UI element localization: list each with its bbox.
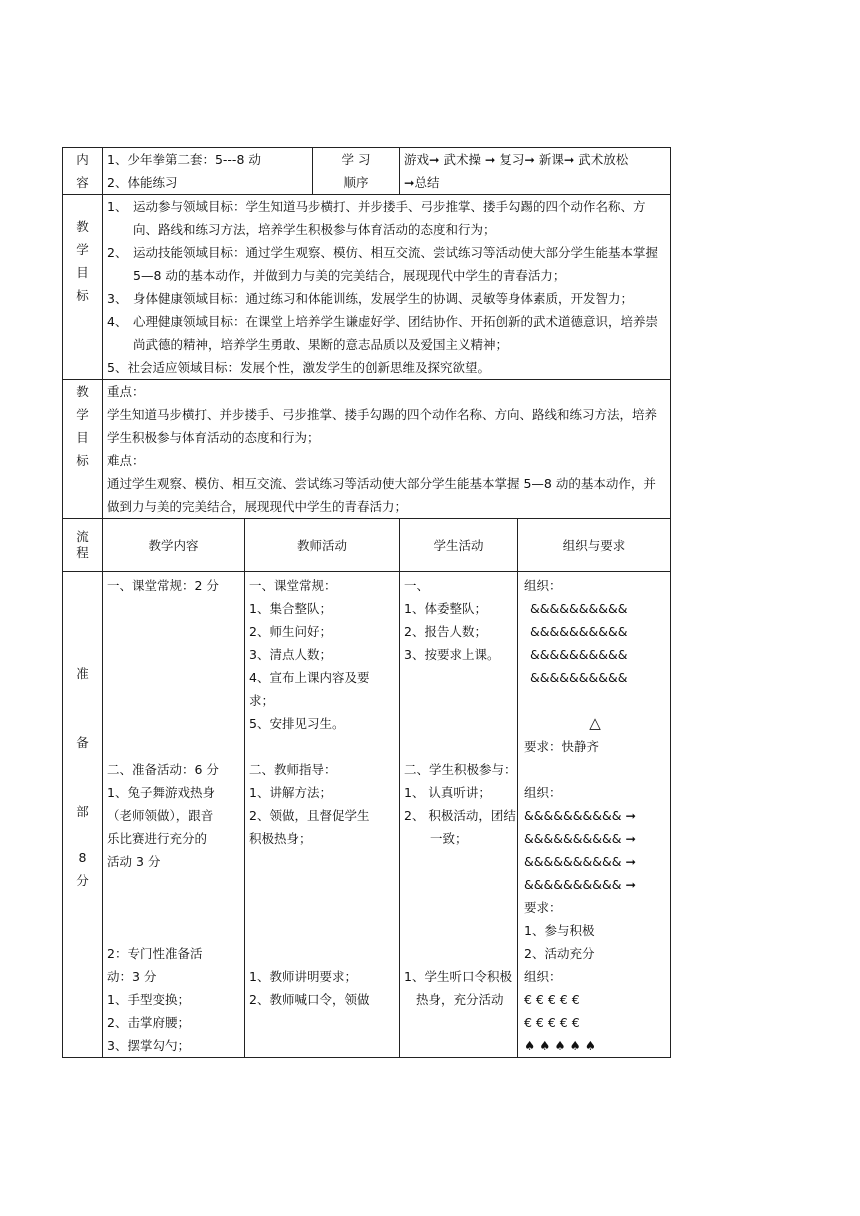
teacher-header: 教师活动 xyxy=(245,519,400,572)
order-cell: 游戏➞ 武术操 ➞ 复习➞ 新课➞ 武术放松 ➞总结 xyxy=(400,148,671,195)
goals-row xyxy=(63,195,671,380)
formation-row: &&&&&&&&&& ➞ xyxy=(524,877,636,892)
content-row xyxy=(63,148,671,195)
prep-label: 准 备 部 8 分 xyxy=(63,572,103,1058)
goal-item: 2、 运动技能领域目标：通过学生观察、模仿、相互交流、尝试练习等活动使大部分学生能基本掌握 5—8 动的基本动作，并做到力与美的完美结合，展现现代中学生的青春活力； xyxy=(107,245,659,283)
lesson-plan-page xyxy=(62,147,670,1058)
formation-row: &&&&&&&&&& ➞ xyxy=(524,831,636,846)
difficulty-text: 通过学生观察、模仿、相互交流、尝试练习等活动使大部分学生能基本掌握 5—8 动的基本动作，并做到力与美的完美结合，展现现代中学生的青春活力； xyxy=(107,476,656,514)
content-cell: 1、少年拳第二套：5---8 动 2、体能练习 xyxy=(103,148,313,195)
org-header: 组织与要求 xyxy=(518,519,671,572)
formation-row: &&&&&&&&&& ➞ xyxy=(524,854,636,869)
flow-header: 流 程 xyxy=(63,519,103,572)
formation-row: ♠ ♠ ♠ ♠ ♠ xyxy=(524,1038,596,1053)
formation-row: &&&&&&&&&& xyxy=(530,624,628,639)
content-label: 内 容 xyxy=(63,148,103,195)
keypoints-cell xyxy=(103,380,671,519)
focus-title: 重点： xyxy=(107,384,145,399)
formation-row: € € € € € xyxy=(524,992,580,1007)
prep-teacher: 一、课堂常规： 1、集合整队； 2、师生问好； 3、清点人数； 4、宣布上课内容及要 求； 5、安排见习生。 二、教师指导： 1、讲解方法； 2、领做，且督促学生 积极热身； 1、教师讲明要求； 2、教师喊口令，领做 xyxy=(245,572,400,1058)
formation-row: &&&&&&&&&& ➞ xyxy=(524,808,636,823)
student-header: 学生活动 xyxy=(400,519,518,572)
goal-item: 4、 心理健康领域目标：在课堂上培养学生谦虚好学、团结协作、开拓创新的武术道德意识，培养崇尚武德的精神，培养学生勇敢、果断的意志品质以及爱国主义精神； xyxy=(107,314,659,352)
order-label: 学 习 顺序 xyxy=(313,148,400,195)
goals-cell xyxy=(103,195,671,380)
process-header-row xyxy=(63,519,671,572)
prep-content: 一、课堂常规：2 分 二、准备活动：6 分 1、兔子舞游戏热身 （老师领做），跟音 乐比赛进行充分的 活动 3 分 2：专门性准备活 动：3 分 1、手型变换； 2、击掌府腰； 3、摆掌勾勺； xyxy=(103,572,245,1058)
goal-item: 3、 身体健康领域目标：通过练习和体能训练，发展学生的协调、灵敏等身体素质，开发智力； xyxy=(107,291,634,306)
keypoints-row xyxy=(63,380,671,519)
difficulty-title: 难点： xyxy=(107,453,145,468)
focus-text: 学生知道马步横打、并步搂手、弓步推掌、搂手勾踢的四个动作名称、方向、路线和练习方法，培养学生积极参与体育活动的态度和行为； xyxy=(107,407,658,445)
goal-item: 1、 运动参与领域目标：学生知道马步横打、并步搂手、弓步推掌、搂手勾踢的四个动作名称、方向、路线和练习方法，培养学生积极参与体育活动的态度和行为； xyxy=(107,199,646,237)
teacher-position-triangle-icon: △ xyxy=(589,714,601,732)
lesson-plan-table xyxy=(62,147,671,1058)
goals-label: 教 学 目 标 xyxy=(63,195,103,380)
content-header: 教学内容 xyxy=(103,519,245,572)
prep-org: 组织： &&&&&&&&&& &&&&&&&&&& &&&&&&&&&& &&&&&&&&&& △ 要求：快静齐 组织： &&&&&&&&&& ➞ &&&&&&&&&& ➞ &&&&&&&&&& ➞ &&&&&&&&&& ➞ 要求： 1、参与积极 2、活动充分 组织： € € € € € € € € € € ♠ ♠ ♠ ♠ ♠ xyxy=(518,572,671,1058)
prep-student: 一、 1、体委整队； 2、报告人数； 3、按要求上课。 二、学生积极参与： 1、 认真听讲； 2、 积极活动，团结 一致； 1、学生听口令积极 热身，充分活动 xyxy=(400,572,518,1058)
formation-row: &&&&&&&&&& xyxy=(530,670,628,685)
formation-row: € € € € € xyxy=(524,1015,580,1030)
formation-row: &&&&&&&&&& xyxy=(530,601,628,616)
formation-row: &&&&&&&&&& xyxy=(530,647,628,662)
keypoints-label: 教 学 目 标 xyxy=(63,380,103,519)
prep-row xyxy=(63,572,671,1058)
goal-item-last: 5、社会适应领域目标：发展个性，激发学生的创新思维及探究欲望。 xyxy=(107,360,490,375)
